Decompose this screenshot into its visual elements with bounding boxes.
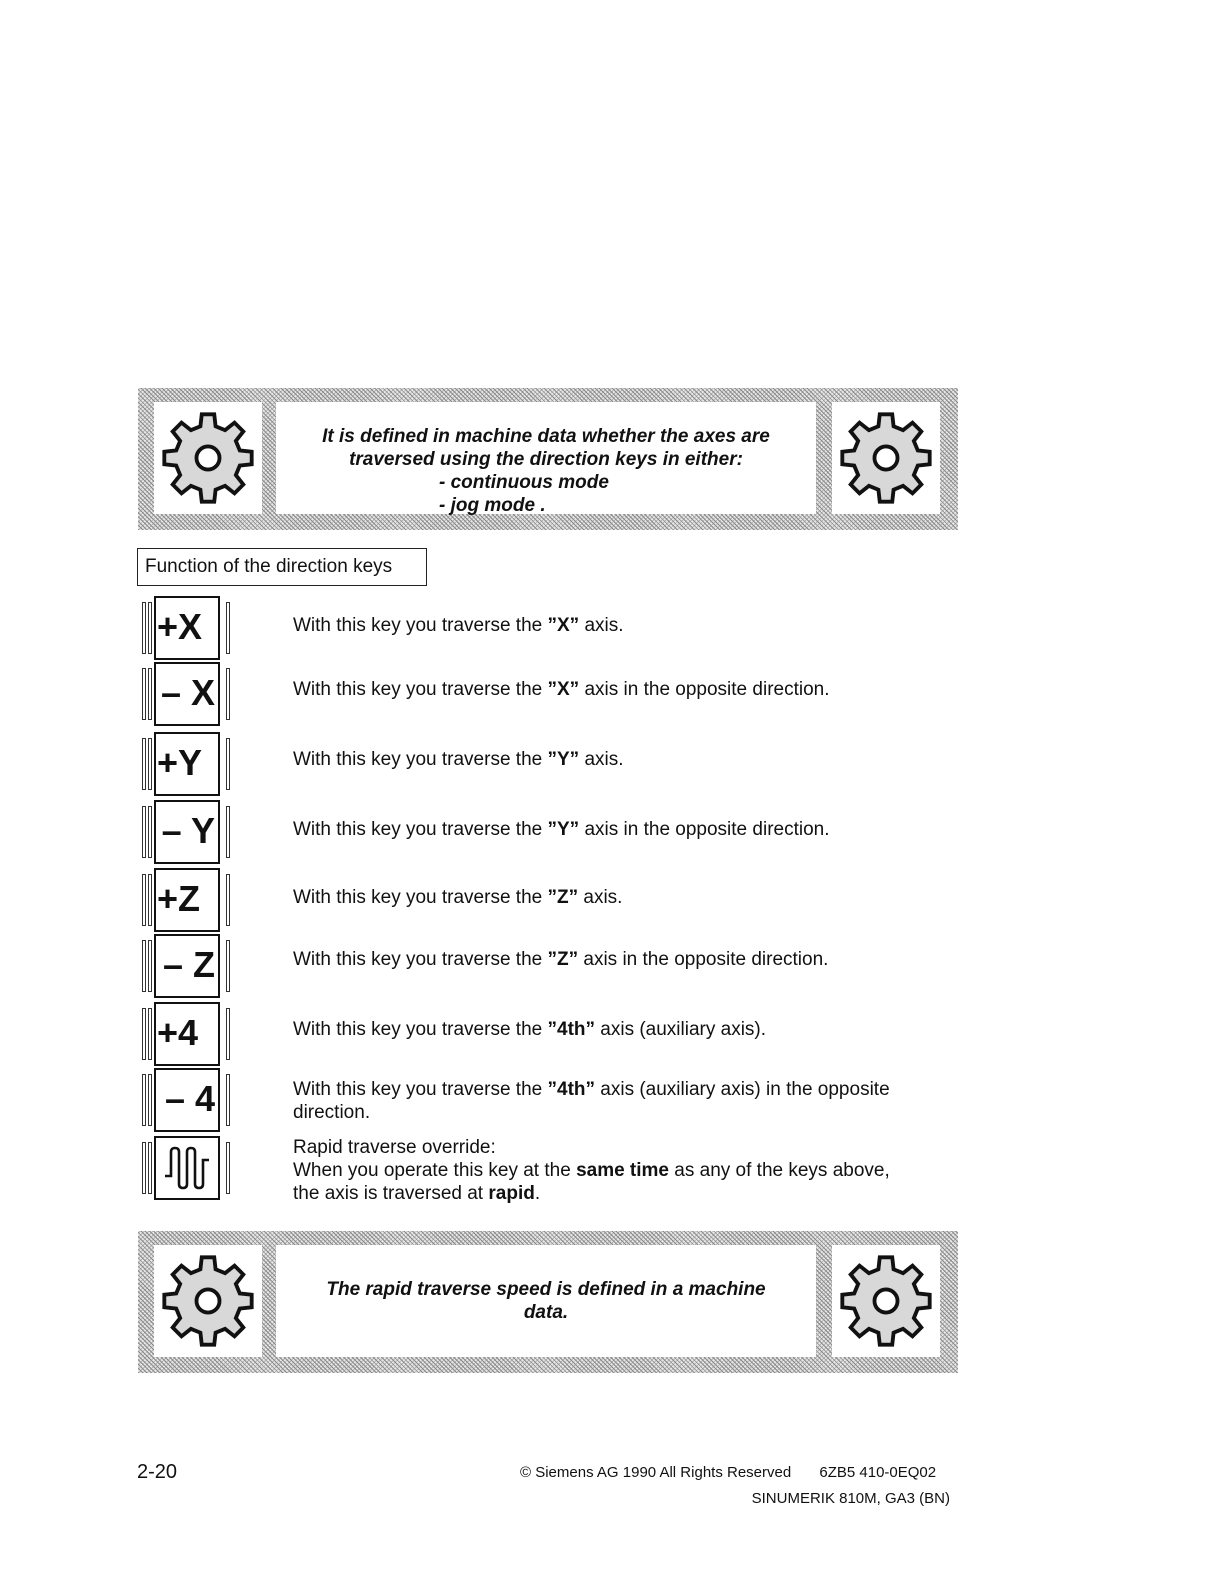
order-number: 6ZB5 410-0EQ02 (819, 1464, 937, 1481)
description-text: axis in the opposite direction. (578, 949, 829, 970)
key-bracket (226, 806, 230, 858)
gear-icon (154, 402, 262, 514)
key-bracket (148, 1074, 152, 1126)
key-bracket (148, 668, 152, 720)
direction-keycap[interactable]: – 4 (154, 1068, 220, 1132)
note-text-area (276, 402, 816, 514)
note-line: It is defined in machine data whether the axes are (322, 426, 770, 447)
note-line: traversed using the direction keys in either: (349, 449, 743, 470)
note-bullet: - jog mode . (439, 495, 546, 516)
key-description (293, 818, 913, 841)
direction-key[interactable] (140, 800, 236, 864)
key-bracket (142, 874, 146, 926)
key-bracket (148, 1142, 152, 1194)
key-bracket (148, 1008, 152, 1060)
axis-name: ”X” (547, 679, 580, 700)
key-bracket (142, 940, 146, 992)
rapid-traverse-icon (162, 1146, 212, 1190)
axis-name: ”4th” (547, 1079, 595, 1100)
key-description (293, 886, 913, 909)
direction-keycap[interactable]: – X (154, 662, 220, 726)
key-bracket (148, 940, 152, 992)
gear-icon-graphic (160, 1253, 256, 1349)
rapid-text: When you operate this key at the (293, 1160, 577, 1181)
direction-keycap[interactable]: – Y (154, 800, 220, 864)
gear-icon (832, 402, 940, 514)
key-bracket (142, 668, 146, 720)
rapid-traverse-key[interactable] (140, 1136, 236, 1200)
description-text: axis in the opposite direction. (579, 679, 830, 700)
description-text: axis. (579, 615, 624, 636)
key-description (293, 678, 913, 701)
key-bracket (226, 602, 230, 654)
key-bracket (148, 874, 152, 926)
page-number: 2-20 (137, 1461, 178, 1483)
rapid-text: . (534, 1183, 541, 1204)
description-text: With this key you traverse the (293, 819, 548, 840)
axis-name: ”Z” (547, 887, 579, 908)
axis-name: ”X” (547, 615, 580, 636)
axis-name: ”4th” (547, 1019, 595, 1040)
rapid-traverse-description (293, 1136, 913, 1205)
key-bracket (142, 1074, 146, 1126)
key-bracket (148, 738, 152, 790)
description-text: With this key you traverse the (293, 887, 548, 908)
description-text: With this key you traverse the (293, 1019, 548, 1040)
description-text: axis. (579, 749, 624, 770)
direction-key[interactable] (140, 732, 236, 796)
gear-icon-graphic (160, 410, 256, 506)
direction-key[interactable] (140, 596, 236, 660)
direction-key[interactable] (140, 1002, 236, 1066)
key-bracket (226, 738, 230, 790)
key-bracket (148, 806, 152, 858)
rapid-bold: rapid (488, 1183, 535, 1204)
key-bracket (148, 602, 152, 654)
key-bracket (226, 668, 230, 720)
description-text: With this key you traverse the (293, 1079, 548, 1100)
key-bracket (226, 940, 230, 992)
key-description (293, 614, 913, 637)
direction-key[interactable] (140, 1068, 236, 1132)
key-bracket (226, 1142, 230, 1194)
key-bracket (142, 738, 146, 790)
key-description (293, 748, 913, 771)
key-bracket (226, 1074, 230, 1126)
description-text: With this key you traverse the (293, 949, 548, 970)
key-bracket (142, 806, 146, 858)
description-text: With this key you traverse the (293, 749, 548, 770)
copyright: © Siemens AG 1990 All Rights Reserved (520, 1464, 792, 1481)
note-line: data. (523, 1302, 569, 1323)
direction-key[interactable] (140, 934, 236, 998)
machine-data-note-top (138, 388, 958, 530)
machine-data-note-bottom (138, 1231, 958, 1373)
key-description (293, 1018, 913, 1041)
key-description (293, 1078, 913, 1124)
axis-name: ”Y” (547, 749, 580, 770)
rapid-bold: same time (576, 1160, 670, 1181)
axis-name: ”Y” (547, 819, 580, 840)
description-text: With this key you traverse the (293, 615, 548, 636)
note-line: The rapid traverse speed is defined in a machine (326, 1279, 766, 1300)
footer-info (520, 1464, 950, 1507)
key-description (293, 948, 913, 971)
gear-icon-graphic (838, 410, 934, 506)
description-text: axis (auxiliary axis) in the opposite direction. (293, 1079, 890, 1123)
description-text: axis (auxiliary axis). (595, 1019, 767, 1040)
direction-keycap[interactable]: +X (154, 596, 220, 660)
rapid-traverse-keycap[interactable] (154, 1136, 220, 1200)
direction-keycap[interactable]: +Z (154, 868, 220, 932)
manual-name: SINUMERIK 810M, GA3 (BN) (751, 1490, 950, 1507)
axis-name: ”Z” (547, 949, 579, 970)
direction-keycap[interactable]: – Z (154, 934, 220, 998)
gear-icon (154, 1245, 262, 1357)
note-text-area (276, 1245, 816, 1357)
section-label: Function of the direction keys (137, 548, 427, 586)
gear-icon-graphic (838, 1253, 934, 1349)
key-bracket (142, 1008, 146, 1060)
description-text: With this key you traverse the (293, 679, 548, 700)
direction-keycap[interactable]: +Y (154, 732, 220, 796)
direction-key[interactable] (140, 868, 236, 932)
key-bracket (142, 1142, 146, 1194)
rapid-text: as any of the keys above, the axis is traversed at (293, 1160, 890, 1204)
direction-keycap[interactable]: +4 (154, 1002, 220, 1066)
note-bullet: - continuous mode (439, 472, 609, 493)
gear-icon (832, 1245, 940, 1357)
rapid-heading: Rapid traverse override: (293, 1137, 496, 1158)
description-text: axis in the opposite direction. (579, 819, 830, 840)
description-text: axis. (578, 887, 623, 908)
key-bracket (226, 874, 230, 926)
key-bracket (142, 602, 146, 654)
note-text (276, 1245, 816, 1324)
direction-key[interactable] (140, 662, 236, 726)
note-text (276, 402, 816, 517)
key-bracket (226, 1008, 230, 1060)
